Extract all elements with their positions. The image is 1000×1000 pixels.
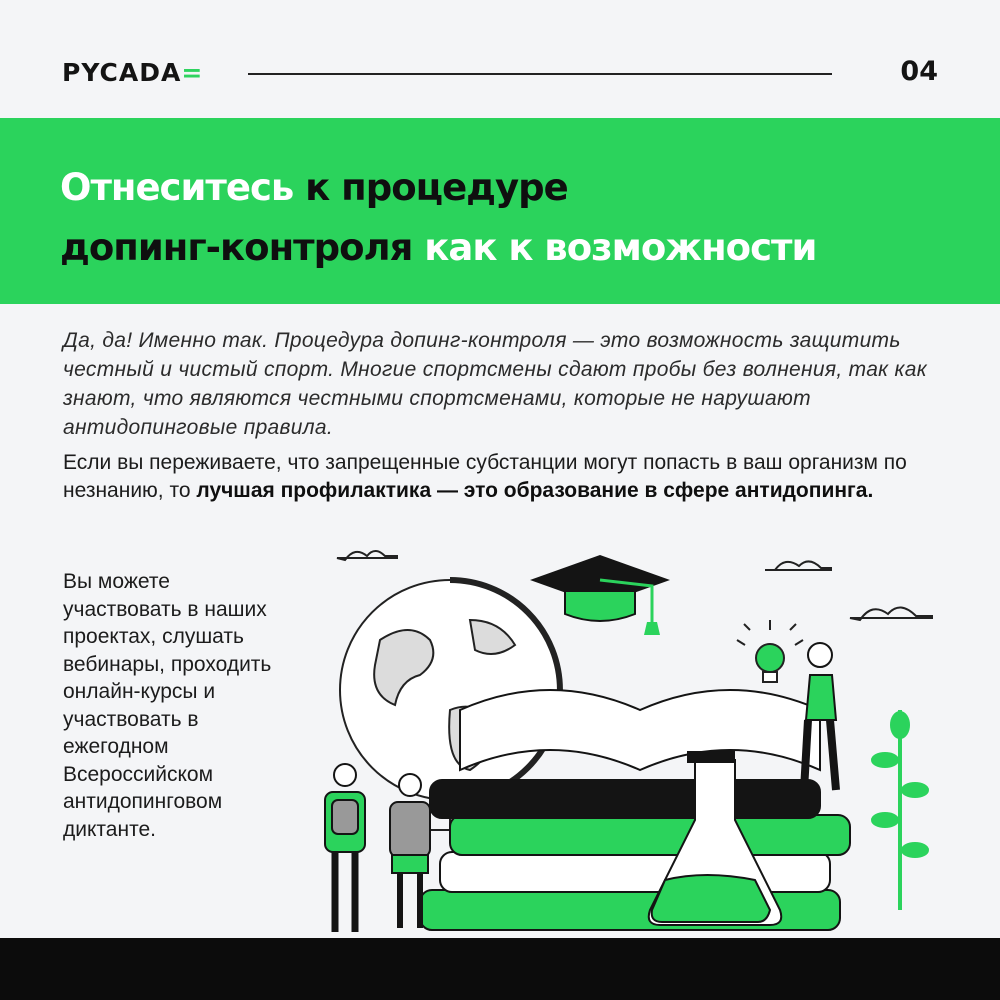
plant-icon — [873, 710, 927, 910]
cloud-icon — [850, 607, 932, 620]
title-text-2: допинг-контроля — [60, 226, 413, 269]
light-bulb-icon — [737, 620, 803, 682]
cloud-icon — [765, 561, 831, 570]
title-text-1: к процедуре — [293, 166, 568, 209]
logo-accent: = — [181, 58, 204, 87]
education-illustration — [300, 530, 1000, 940]
page-title — [60, 158, 960, 278]
graduation-cap-icon — [530, 555, 670, 635]
title-banner — [0, 118, 1000, 304]
header-divider — [248, 73, 832, 75]
footer-bar — [0, 938, 1000, 1000]
students-figures — [325, 764, 430, 932]
intro-paragraph: Да, да! Именно так. Процедура допинг-контроля — это возможность защитить честный и чистый спорт. Многие спортсмены сдают пробы без волнения, так как знают, что являются честными спортсменами, которые не нарушают антидопинговые правила. — [63, 329, 927, 439]
advice-text: Если вы переживаете, что запрещенные субстанции могут попасть в ваш организм по незнанию, то — [63, 451, 907, 502]
header — [0, 0, 1000, 118]
advice-paragraph — [63, 449, 943, 505]
logo — [62, 58, 203, 87]
projects-paragraph: Вы можете участвовать в наших проектах, слушать вебинары, проходить онлайн-курсы и участвовать в ежегодном Всероссийском антидопинговом диктанте. — [63, 570, 272, 841]
title-highlight-2: как к возможности — [412, 226, 817, 269]
page-number: 04 — [900, 56, 938, 87]
title-highlight-1: Отнеситесь — [60, 166, 294, 209]
cloud-icon — [337, 551, 397, 560]
logo-text: PYCADA — [62, 58, 182, 87]
books-stack — [420, 690, 850, 930]
advice-bold: лучшая профилактика — это образование в сфере антидопинга. — [196, 479, 874, 502]
